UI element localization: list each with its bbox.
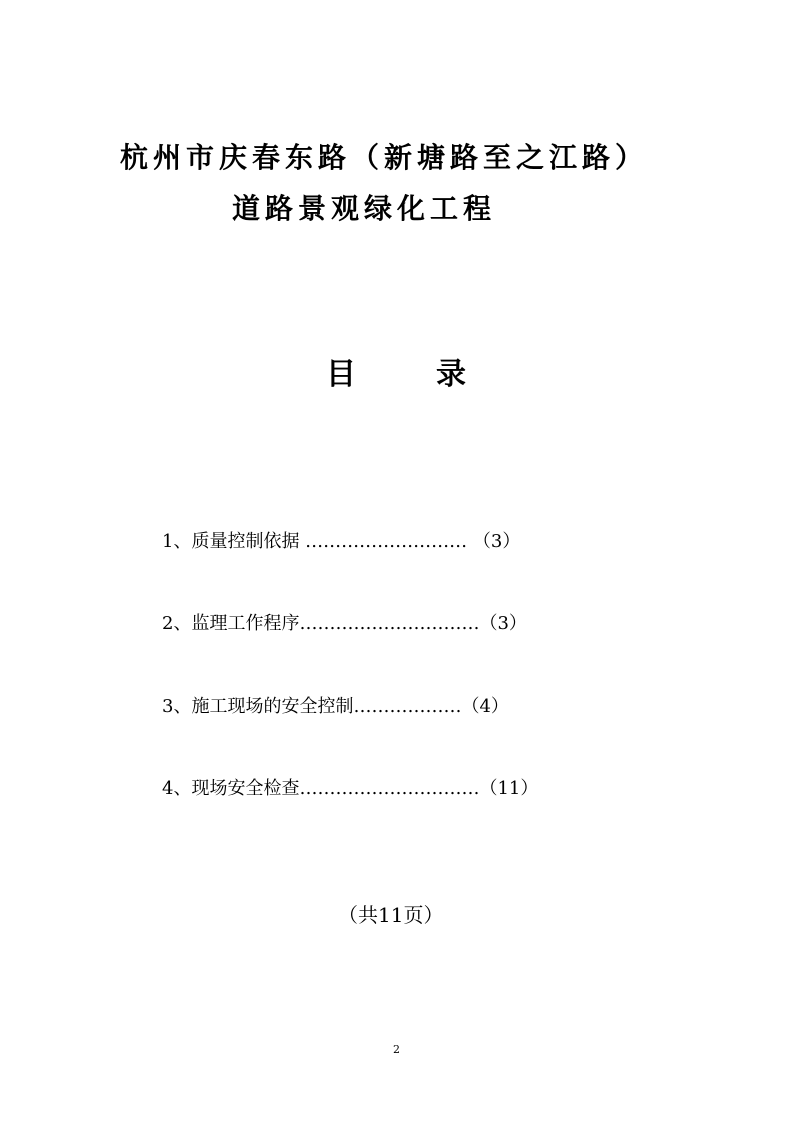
page-total: （共11页） bbox=[338, 903, 444, 927]
page-number: 2 bbox=[393, 1043, 400, 1056]
document-title-line-2: 道路景观绿化工程 bbox=[232, 192, 497, 225]
toc-heading bbox=[326, 357, 466, 392]
toc-heading-char-2: 录 bbox=[436, 357, 466, 392]
toc-item: 4、现场安全检查…………………………（11） bbox=[162, 778, 539, 799]
toc-heading-char-1: 目 bbox=[326, 357, 356, 392]
document-title-line-1: 杭州市庆春东路（新塘路至之江路） bbox=[120, 141, 649, 174]
toc-item: 1、质量控制依据 ……………………… （3） bbox=[162, 531, 521, 552]
toc-item: 2、监理工作程序…………………………（3） bbox=[162, 613, 527, 634]
toc-item: 3、施工现场的安全控制………………（4） bbox=[162, 696, 509, 717]
